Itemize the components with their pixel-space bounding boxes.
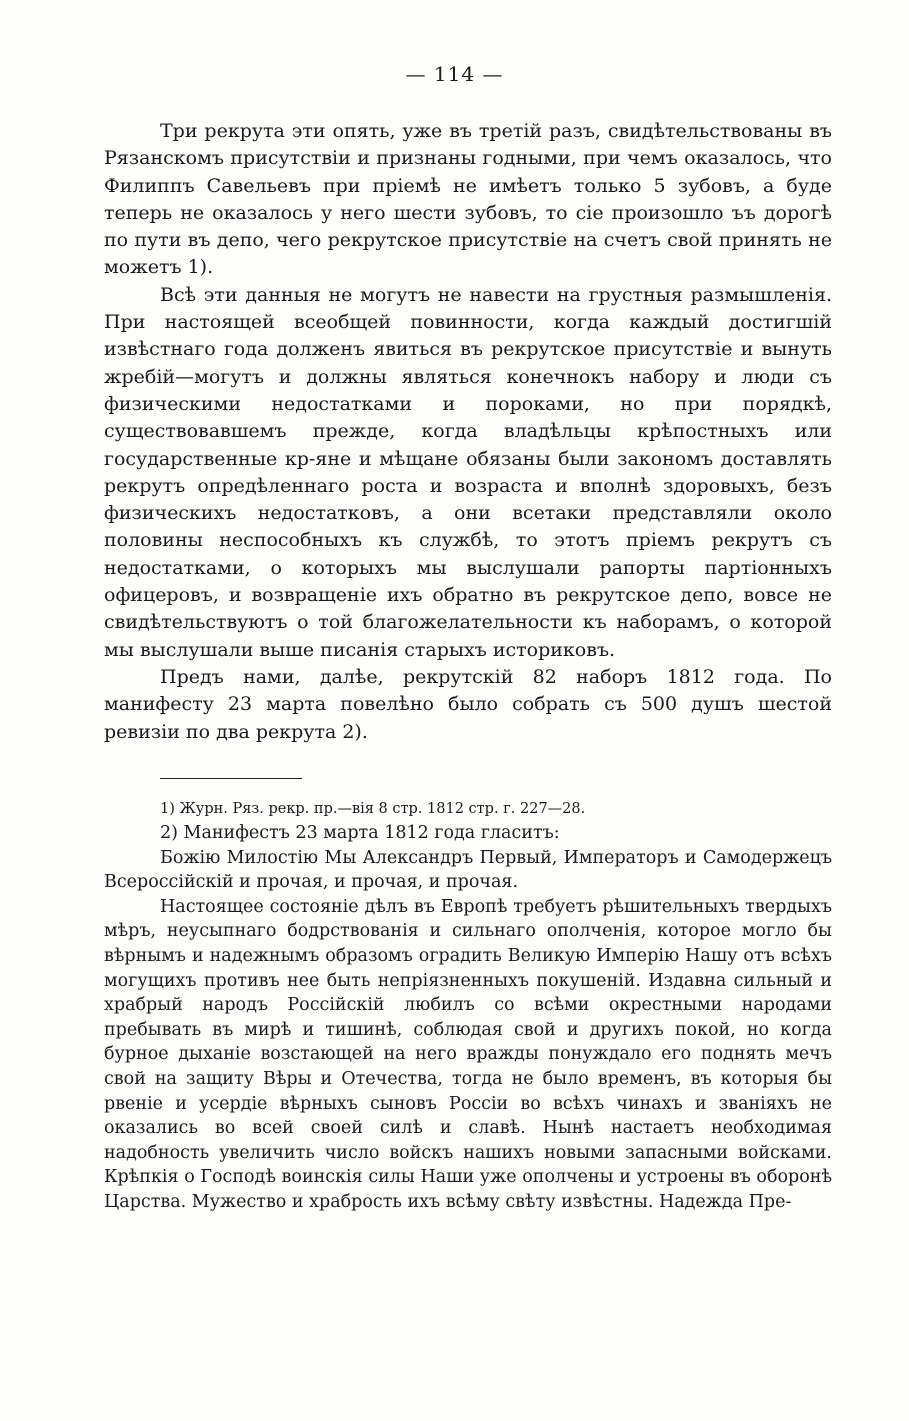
page-number: — 114 — xyxy=(405,62,504,86)
paragraph: Три рекрута эти опять, уже въ третій разъ, свидѣтельствованы въ Рязанскомъ присутствіи и признаны годными, при чемъ оказалось, что Филиппъ Савельевъ при пріемѣ не имѣетъ только 5 зубовъ, а буде теперь не оказалось у него шести зубовъ, то сіе произошло ъъ дорогѣ по пути въ депо, чего рекрутское присутствіе на счетъ свой принять не можетъ 1). xyxy=(104,120,832,279)
paragraph: Всѣ эти данныя не могутъ не навести на грустныя размышленія. При настоящей всеобщей повинности, когда каждый достигшій извѣстнаго года долженъ явиться въ рекрутское присутствіе и вынуть жребій—могутъ и должны являться конечнокъ набору и люди съ физическими недостатками и пороками, но при порядкѣ, существовавшемъ прежде, когда владѣльцы крѣпостныхъ или государственные кр-яне и мѣщане обязаны были закономъ доставлять рекрутъ опредѣленнаго роста и возраста и вполнѣ здоровыхъ, безъ физическихъ недостатковъ, а они всетаки представляли около половины неспособныхъ къ службѣ, то этотъ пріемъ рекрутъ съ недостатками, о которыхъ мы выслушали рапорты партіонныхъ офицеровъ, и возвращеніе ихъ обратно въ рекрутское депо, вовсе не свидѣтельствуютъ о той благожелательности къ наборамъ, о которой мы выслушали выше писанія старыхъ историковъ. xyxy=(104,283,832,661)
main-text xyxy=(104,118,832,746)
paragraph: Предъ нами, далѣе, рекрутскій 82 наборъ 1812 года. По манифесту 23 марта повелѣно было собрать съ 500 душъ шестой ревизіи по два рекрута 2). xyxy=(104,665,832,743)
footnote-1: 1) Журн. Ряз. рекр. пр.—вія 8 стр. 1812 стр. г. 227—28. xyxy=(160,801,586,817)
footnote-text: Настоящее состояніе дѣлъ въ Европѣ требуетъ рѣшительныхъ твердыхъ мѣръ, неусыпнаго бодрствованія и сильнаго ополченія, которое могло бы вѣрнымъ и надежнымъ образомъ оградить Великую Имперію Нашу отъ всѣхъ могущихъ противъ нее быть непріязненныхъ покушеній. Издавна сильный и храбрый народъ Россійскій любилъ со всѣми окрестными народами пребывать въ мирѣ и тишинѣ, соблюдая свой и другихъ покой, но когда бурное дыханіе возстающей на него вражды понуждало его поднять мечъ свой на защиту Вѣры и Отечества, тогда не было временъ, въ которыя бы рвеніе и усердіе вѣрныхъ сыновъ Россіи во всѣхъ чинахъ и званіяхъ не оказались во всей своей силѣ и славѣ. Нынѣ настаетъ необходимая надобность увеличить число войскъ нашихъ новыми запасными войсками. Крѣпкія о Господѣ воинскія силы Наши уже ополчены и устроены въ оборонѣ Царства. Мужество и храбрость ихъ всѣму свѣту извѣстны. Надежда Пре- xyxy=(104,896,832,1212)
footnote-text: Божію Милостію Мы Александръ Первый, Императоръ и Самодержецъ Всероссійскій и прочая, и прочая, и прочая. xyxy=(104,847,832,893)
footnotes xyxy=(104,797,832,1215)
footnote-divider xyxy=(160,778,302,779)
footnote-2: 2) Манифестъ 23 марта 1812 года гласитъ: xyxy=(160,823,560,843)
